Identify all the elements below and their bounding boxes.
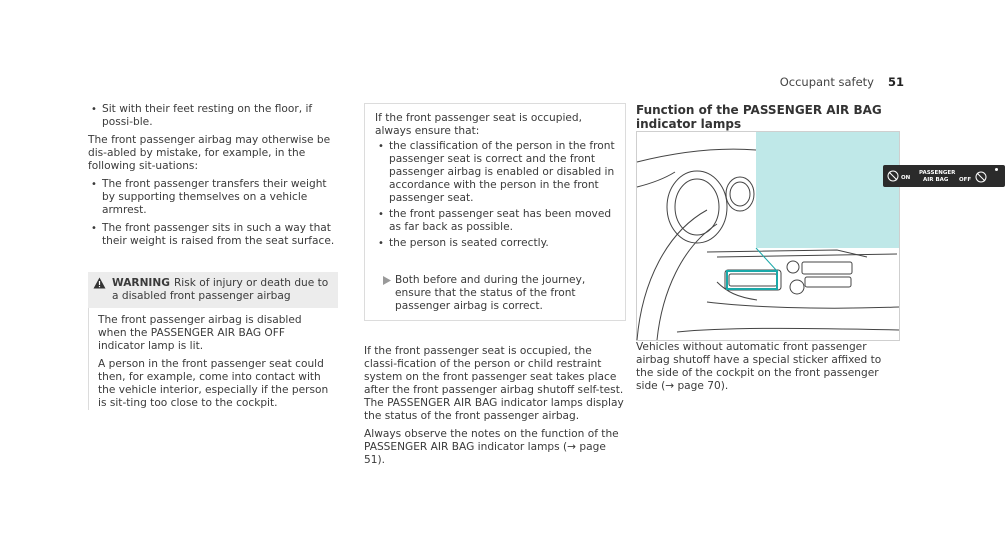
list-item: • The front passenger sits in such a way that their weight is raised from the seat surface. <box>88 222 338 248</box>
play-arrow-icon <box>383 276 391 285</box>
section-heading: Function of the PASSENGER AIR BAG indicator lamps <box>636 103 882 131</box>
label-off: OFF <box>959 177 972 183</box>
column-middle <box>364 103 626 467</box>
label-on: ON <box>901 175 911 181</box>
airbag-off-icon <box>975 171 987 183</box>
warning-box <box>88 272 338 410</box>
warning-text: A person in the front passenger seat could then, for example, come into contact with the vehicle interior, especially if the person is sit-ting too close to the cockpit. <box>98 358 329 409</box>
warning-icon <box>93 277 106 289</box>
page-number: 51 <box>887 75 904 89</box>
paragraph: If the front passenger seat is occupied, always ensure that: <box>375 112 582 137</box>
list-item: • The front passenger transfers their weight by supporting themselves on a vehicle armrest. <box>88 178 338 217</box>
warning-label: WARNING <box>112 277 170 289</box>
note <box>375 274 617 313</box>
section-name: Occupant safety <box>779 75 874 89</box>
list-item: • Sit with their feet resting on the floor, if possi-ble. <box>88 103 338 129</box>
column-right <box>636 103 972 393</box>
warning-text: The front passenger airbag is disabled when the PASSENGER AIR BAG OFF indicator lamp is lit. <box>98 314 302 352</box>
warning-title: Risk of injury or death due to a disabled front passenger airbag <box>112 277 329 302</box>
column-left <box>88 103 338 410</box>
info-box <box>364 103 626 321</box>
image-caption: Vehicles without automatic front passenger airbag shutoff have a special sticker affixed to the side of the cockpit on the front passenger side (→ page 70). <box>636 341 882 392</box>
cockpit-illustration <box>636 131 972 341</box>
indicator-dot <box>995 168 998 171</box>
paragraph: The front passenger airbag may otherwise be dis-abled by mistake, for example, in the following sit-uations: <box>88 134 331 172</box>
airbag-on-icon <box>887 170 899 182</box>
warning-header <box>88 272 338 308</box>
list-item: • the classification of the person in the front passenger seat is correct and the front passenger airbag is enabled or disabled in accordance with the person in the front passenger seat. <box>375 140 617 205</box>
list-item: • the person is seated correctly. <box>375 237 617 250</box>
page-header <box>780 75 904 89</box>
paragraph: Always observe the notes on the function of the PASSENGER AIR BAG indicator lamps (→ page 51). <box>364 428 619 466</box>
paragraph: If the front passenger seat is occupied, the classi-fication of the person or child restraint system on the front passenger seat takes place after the front passenger airbag shutoff self-test. The PASSENGER AIR BAG indicator lamps display the status of the front passenger airbag. <box>364 345 624 422</box>
label-airbag: AIR BAG <box>923 177 949 183</box>
label-passenger: PASSENGER <box>919 170 956 176</box>
list-item: • the front passenger seat has been moved as far back as possible. <box>375 208 617 234</box>
zoom-inset <box>756 132 972 248</box>
note-text: Both before and during the journey, ensure that the status of the front passenger airbag is correct. <box>395 274 586 312</box>
passenger-airbag-indicator-panel <box>883 165 1005 187</box>
